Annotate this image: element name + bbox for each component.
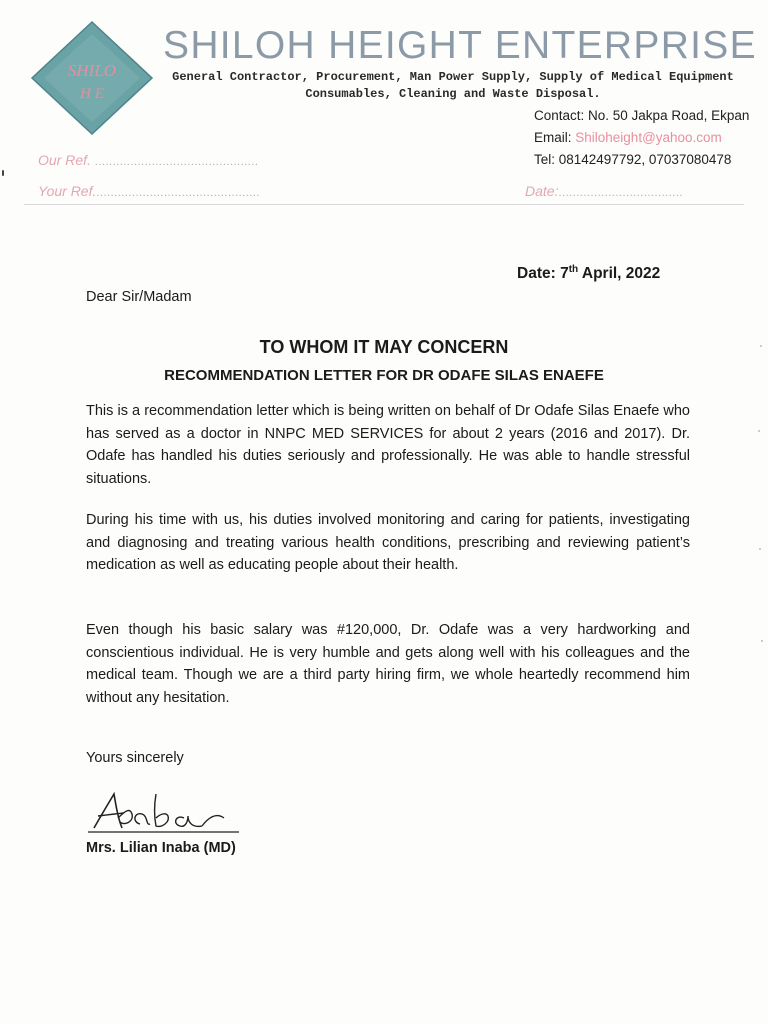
paragraph-1: This is a recommendation letter which is being written on behalf of Dr Odafe Silas Enaefe who has served as a doctor in NNPC MED SERVICES for about 2 years (2016 and 2017). Dr. Odafe has handled his duties seriously and professionally. He was able to handle stressful situations. [86,403,690,487]
logo-text-top: SHILO [67,61,117,80]
scan-speck [760,345,762,347]
letter-subtitle: RECOMMENDATION LETTER FOR DR ODAFE SILAS ENAEFE [164,367,604,384]
our-ref-label: Our Ref. [38,152,91,168]
salutation: Dear Sir/Madam [86,289,192,305]
header-date-label: Date: [525,183,559,199]
header-date-field [525,183,683,199]
header-divider [24,204,744,205]
company-name: SHILOH HEIGHT ENTERPRISE [163,24,757,67]
closing: Yours sincerely [86,750,184,766]
your-ref-dots: .............................................. [96,187,260,199]
paragraph-2: During his time with us, his duties involved monitoring and caring for patients, investigating and diagnosing and treating various health conditions, prescribing and reviewing patient’s medication as well as educating people about their health. [86,512,690,573]
handwritten-signature [84,788,244,836]
scan-speck [761,640,763,642]
scan-speck [758,430,760,432]
our-ref-dots: .............................................. [94,156,259,168]
letter-title: TO WHOM IT MAY CONCERN [259,337,509,357]
company-tagline [163,69,743,103]
contact-tel: Tel: 08142497792, 07037080478 [534,152,732,167]
letter-date [517,264,660,283]
tagline-line-1: General Contractor, Procurement, Man Power Supply, Supply of Medical Equipment [172,70,734,84]
letter-date-suffix: April, 2022 [578,265,661,283]
contact-email [534,130,722,145]
letter-date-sup: th [568,264,579,275]
header-date-dots: ................................... [558,187,683,199]
signer-name: Mrs. Lilian Inaba (MD) [86,840,236,856]
email-label: Email: [534,130,576,145]
scan-mark [2,170,4,176]
paragraph-3: Even though his basic salary was #120,000, Dr. Odafe was a very hardworking and conscientious individual. He is very humble and gets along well with his colleagues and the medical team. Though we are a third party hiring firm, we whole heartedly recommend him without any hesitation. [86,622,690,706]
your-ref [38,183,260,199]
tagline-line-2: Consumables, Cleaning and Waste Disposal. [305,87,601,101]
logo-text-bottom: H E [80,86,104,102]
email-value: Shiloheight@yahoo.com [575,130,722,145]
contact-address: Contact: No. 50 Jakpa Road, Ekpan [534,108,750,123]
our-ref [38,152,258,168]
company-logo [30,20,154,136]
your-ref-label: Your Ref. [38,183,97,199]
letter-date-prefix: Date: 7 [517,265,569,283]
scan-speck [759,548,761,550]
